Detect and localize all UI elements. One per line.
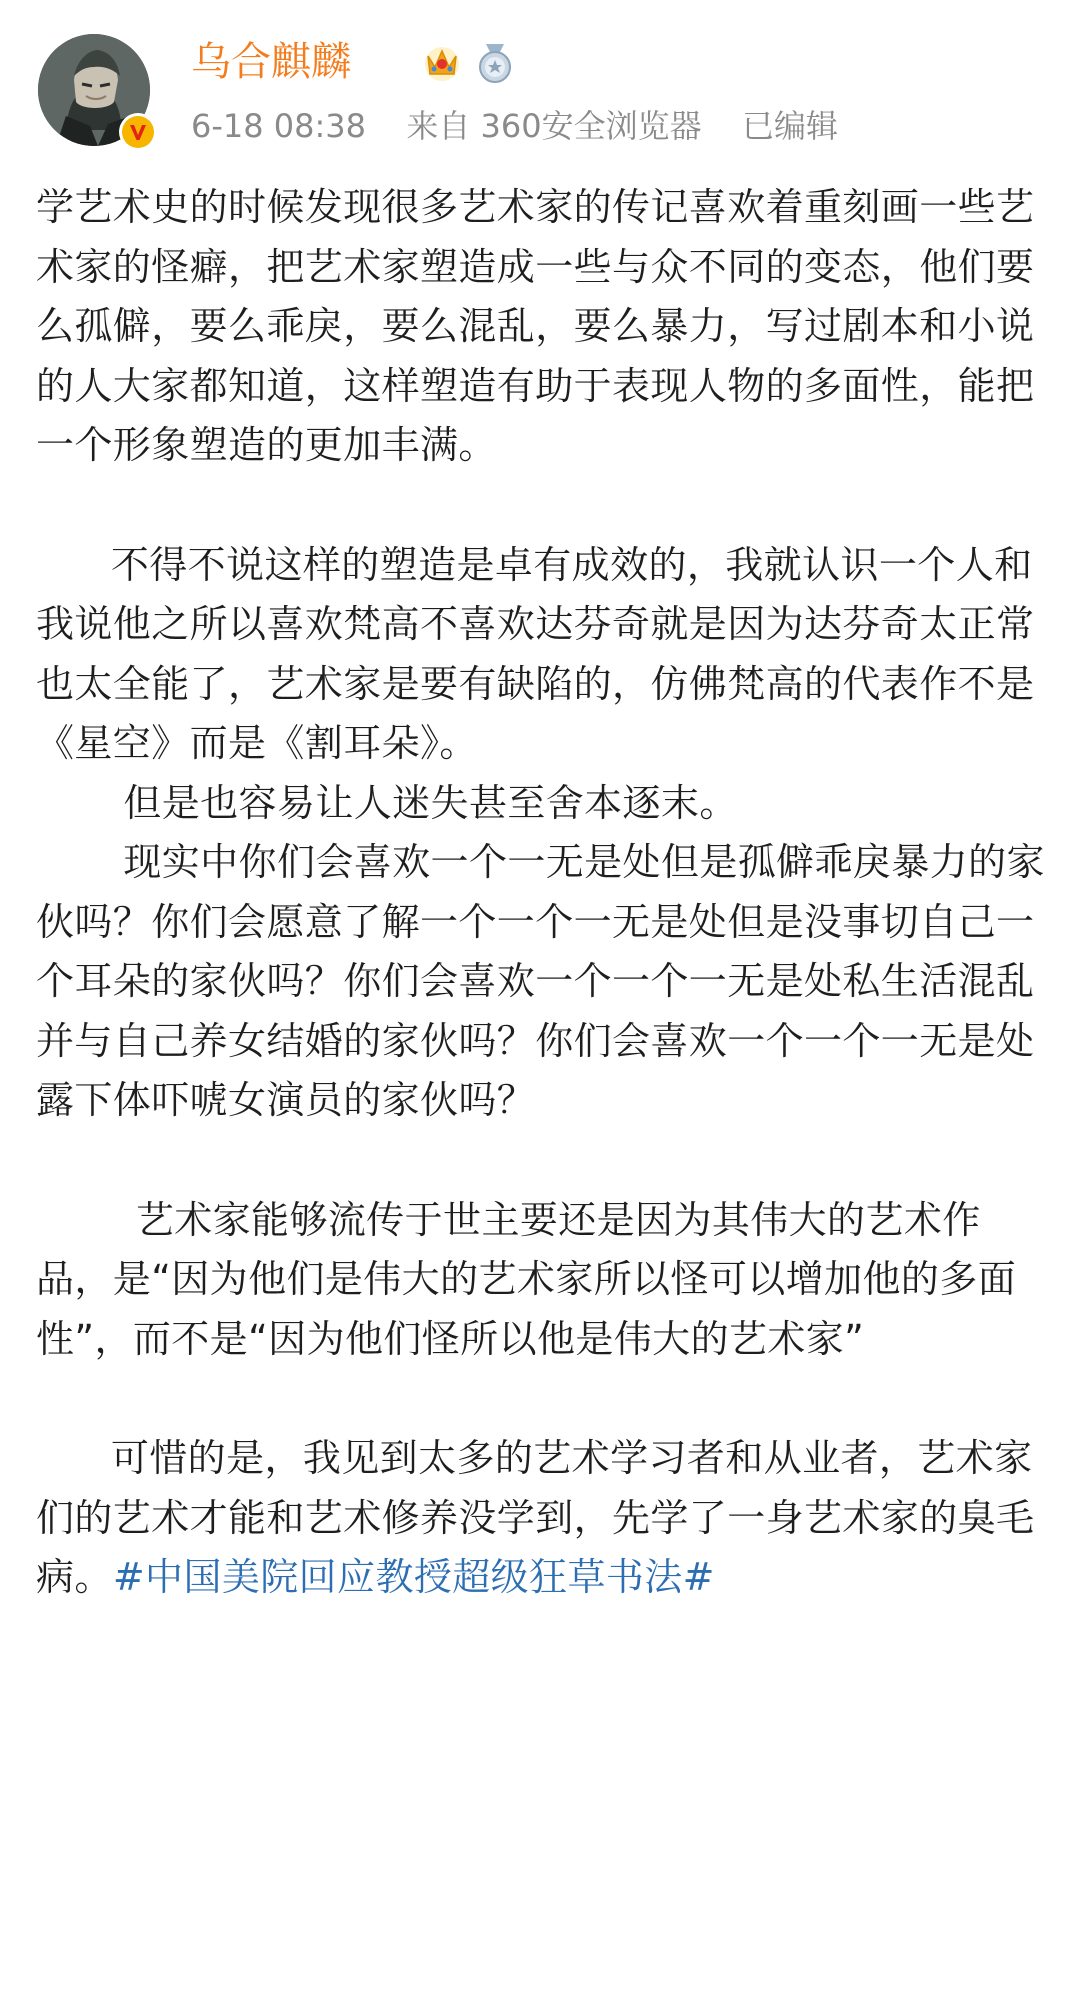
medal-icon[interactable]: [476, 42, 514, 84]
post-paragraph-3: 但是也容易让人迷失甚至舍本逐末。: [36, 780, 738, 825]
crown-icon[interactable]: [420, 40, 464, 84]
post-paragraph-5: 艺术家能够流传于世主要还是因为其伟大的艺术作品，是“因为他们是伟大的艺术家所以怪可以增加他的多面性”，而不是“因为他们怪所以他是伟大的艺术家”: [36, 1197, 1017, 1361]
post-timestamp: 6-18 08:38: [191, 107, 367, 145]
post-paragraph-4: 现实中你们会喜欢一个一无是处但是孤僻乖戾暴力的家伙吗？你们会愿意了解一个一个一无是处但是没事切自己一个耳朵的家伙吗？你们会喜欢一个一个一无是处私生活混乱并与自己养女结婚的家伙吗？你们会喜欢一个一个一无是处露下体吓唬女演员的家伙吗？: [36, 840, 1045, 1122]
post-meta: [191, 104, 838, 148]
paragraph-gap: [36, 476, 1046, 536]
post-paragraph-6-text: 可惜的是，我见到太多的艺术学习者和从业者，艺术家们的艺术才能和艺术修养没学到，先学了一身艺术家的臭毛病。: [36, 1436, 1035, 1599]
user-name[interactable]: 乌合麒麟: [191, 39, 351, 85]
post-edited[interactable]: 已编辑: [741, 107, 838, 145]
post-body: [36, 178, 1046, 1608]
hashtag-link[interactable]: #中国美院回应教授超级狂草书法#: [112, 1555, 715, 1599]
post-paragraph-6: [36, 1429, 1046, 1608]
post-paragraph-1: 学艺术史的时候发现很多艺术家的传记喜欢着重刻画一些艺术家的怪癖，把艺术家塑造成一些与众不同的变态，他们要么孤僻，要么乖戾，要么混乱，要么暴力，写过剧本和小说的人大家都知道，这样塑造有助于表现人物的多面性，能把一个形象塑造的更加丰满。: [36, 185, 1035, 467]
paragraph-gap: [36, 1131, 1046, 1191]
post-paragraph-2: 不得不说这样的塑造是卓有成效的，我就认识一个人和我说他之所以喜欢梵高不喜欢达芬奇就是因为达芬奇太正常也太全能了，艺术家是要有缺陷的，仿佛梵高的代表作不是《星空》而是《割耳朵》。: [36, 542, 1035, 765]
post-header: [38, 34, 1038, 154]
post-source: 来自 360安全浏览器: [406, 107, 702, 145]
verified-v-icon: [118, 112, 158, 152]
avatar-wrap[interactable]: [38, 34, 156, 152]
paragraph-gap: [36, 1369, 1046, 1429]
